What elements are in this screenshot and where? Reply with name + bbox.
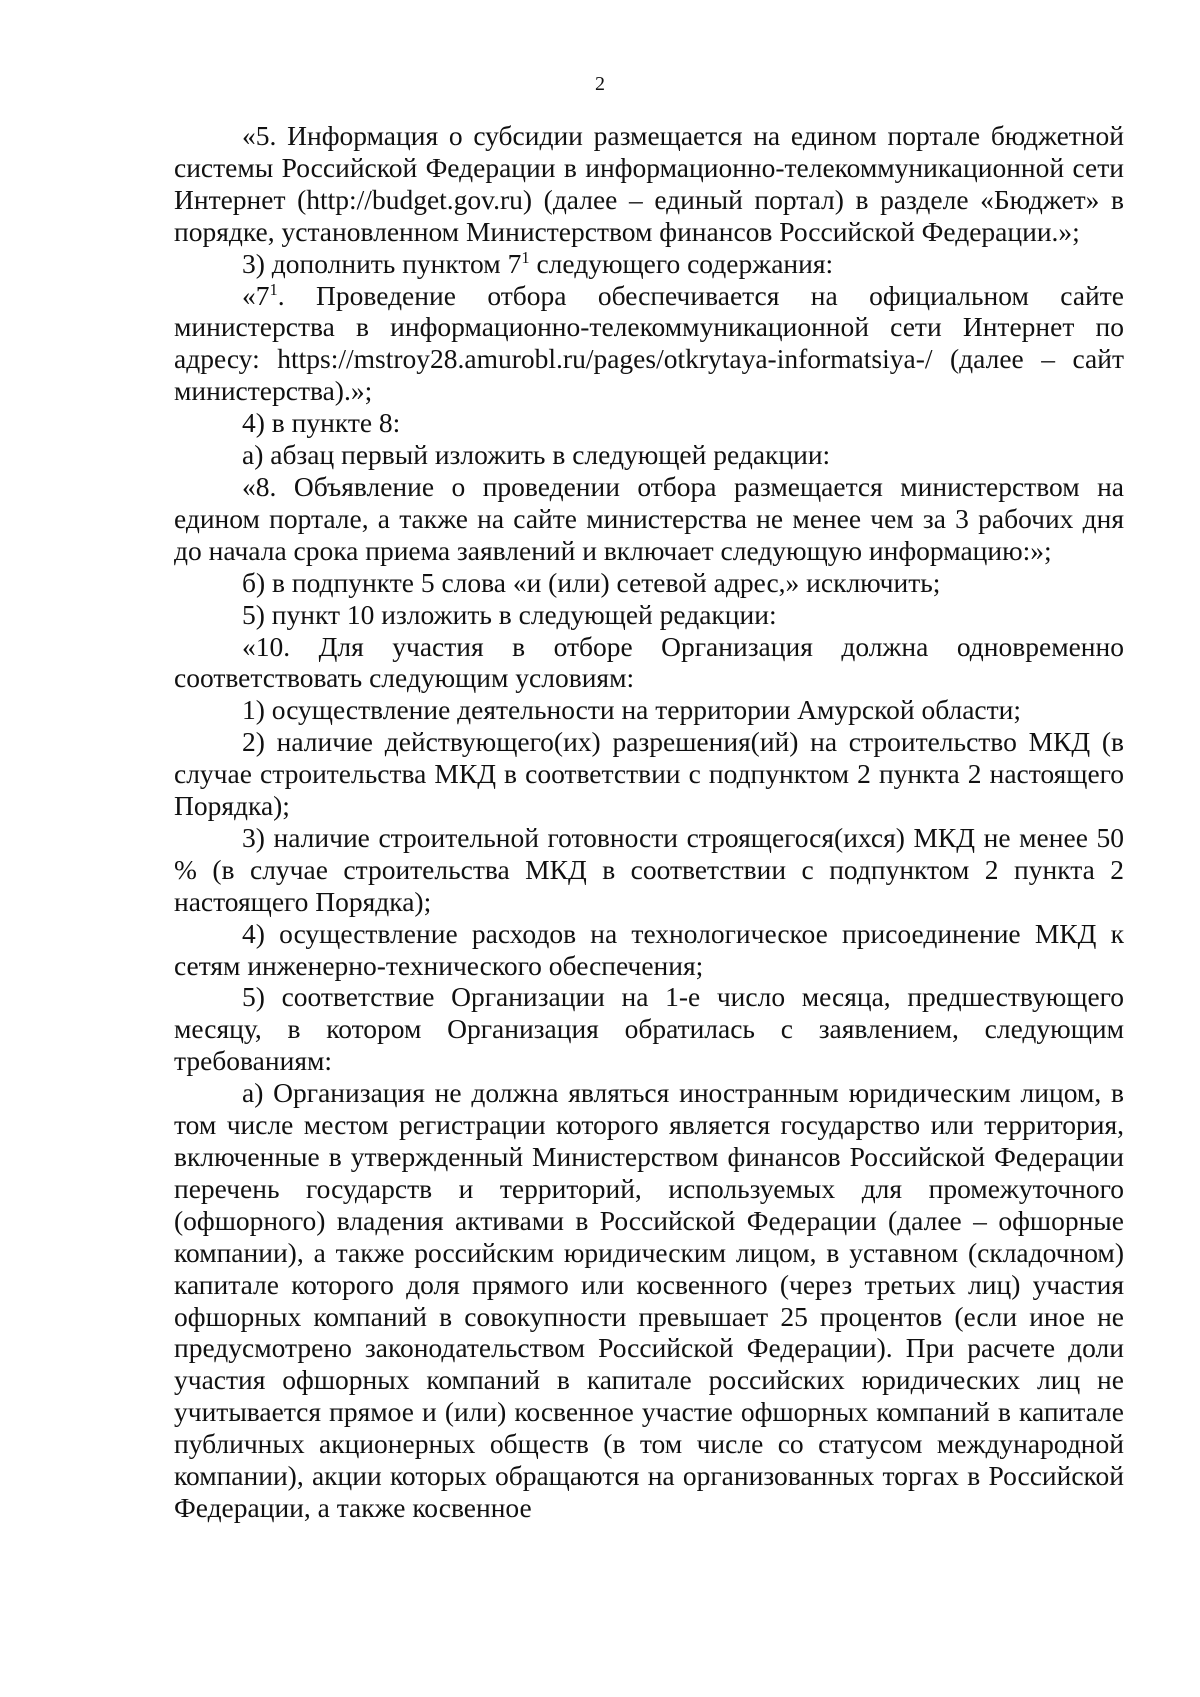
paragraph-item-5-info: «5. Информация о субсидии размещается на едином портале бюджетной системы Российской Федерации в информационно-телекоммуникационной сети Интернет (http://budget.gov.ru) (далее – единый портал) в разделе «Бюджет» в порядке, установленном Министерством финансов Российской Федерации.»; [174,120,1124,247]
paragraph-condition-2: 2) наличие действующего(их) разрешения(ий) на строительство МКД (в случае строительства МКД в соответствии с подпунктом 2 пункта 2 настоящего Порядка); [174,726,1124,822]
superscript-one: 1 [521,247,530,267]
paragraph-condition-4: 4) осуществление расходов на технологическое присоединение МКД к сетям инженерно-технического обеспечения; [174,917,1124,981]
superscript-one: 1 [269,279,278,299]
paragraph-item-8: «8. Объявление о проведении отбора размещается министерством на едином портале, а также на сайте министерства не менее чем за 3 рабочих дня до начала срока приема заявлений и включает следующую информацию:»; [174,470,1124,566]
paragraph-condition-5: 5) соответствие Организации на 1-е число месяца, предшествующего месяцу, в котором Организация обратилась с заявлением, следующим требованиям: [174,981,1124,1077]
paragraph-requirement-a: а) Организация не должна являться иностранным юридическим лицом, в том числе местом регистрации которого является государство или территория, включенные в утвержденный Министерством финансов Российской Федерации перечень государств и территорий, используемых для промежуточного (офшорного) владения активами в Российской Федерации (далее – офшорные компании), а также российским юридическим лицом, в уставном (складочном) капитале которого доля прямого или косвенного (через третьих лиц) участия офшорных компаний в совокупности превышает 25 процентов (если иное не предусмотрено законодательством Российской Федерации). При расчете доли участия офшорных компаний в капитале российских юридических лиц не учитывается прямое и (или) косвенное участие офшорных компаний в капитале публичных акционерных обществ (в том числе со статусом международной компании), акции которых обращаются на организованных торгах в Российской Федерации, а также косвенное [174,1077,1124,1523]
page-number: 2 [595,73,605,95]
paragraph-amend-4a: а) абзац первый изложить в следующей редакции: [242,439,831,471]
paragraph-condition-1: 1) осуществление деятельности на территории Амурской области; [242,694,1022,726]
document-body [174,120,1124,1524]
paragraph-condition-3: 3) наличие строительной готовности строящегося(ихся) МКД не менее 50 % (в случае строительства МКД в соответствии с подпунктом 2 пункта 2 настоящего Порядка); [174,821,1124,917]
paragraph-amend-4: 4) в пункте 8: [242,407,401,439]
paragraph-amend-3: 3) дополнить пунктом $7^1$ следующего содержания: [242,247,834,279]
paragraph-amend-5: 5) пункт 10 изложить в следующей редакции: [242,598,777,630]
paragraph-item-7-1: «$7^1$. Проведение отбора обеспечивается на официальном сайте министерства в информационно-телекоммуникационной сети Интернет по адресу: https://mstroy28.amurobl.ru/pages/otkrytaya-informatsiya-/ (далее – сайт министерства).»; [174,279,1124,407]
paragraph-item-10: «10. Для участия в отборе Организация должна одновременно соответствовать следующим условиям: [174,630,1124,694]
paragraph-amend-4b: б) в подпункте 5 слова «и (или) сетевой адрес,» исключить; [242,566,941,598]
